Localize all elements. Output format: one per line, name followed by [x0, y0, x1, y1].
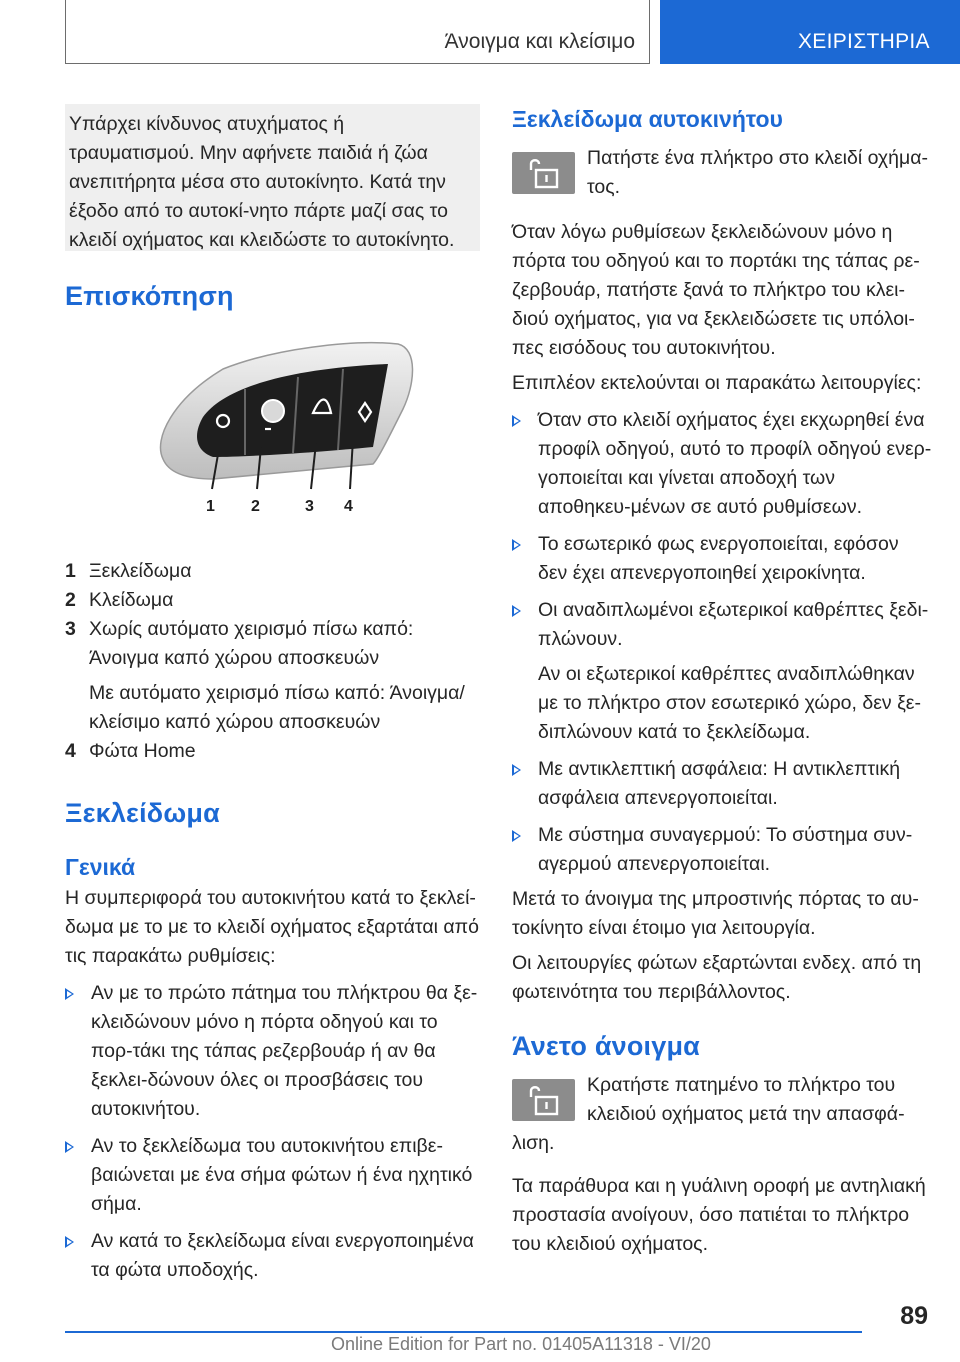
- figure-label-2: 2: [251, 498, 260, 515]
- item-text: Φώτα Home: [89, 740, 196, 762]
- item-text: Κλείδωμα: [89, 589, 174, 611]
- bullet-triangle-icon: [65, 988, 74, 1000]
- key-fob-illustration: [133, 339, 423, 519]
- item-text: Ξεκλείδωμα: [89, 560, 192, 582]
- footer-divider: [65, 1331, 862, 1333]
- header-title: Άνοιγμα και κλείσιμο: [444, 30, 635, 53]
- unlock-icon: [525, 1082, 563, 1118]
- bullet-triangle-icon: [512, 605, 521, 617]
- list-item: [65, 737, 480, 766]
- comfort-instruction-text: Κρατήστε πατημένο το πλήκτρο του κλειδιού οχήματος μετά την απασφά-λιση.: [512, 1074, 905, 1154]
- bullet-triangle-icon: [512, 415, 521, 427]
- general-intro: Η συμπεριφορά του αυτοκινήτου κατά το ξεκλεί-δωμα με το με το κλειδί οχήματος εξαρτάται από τις παρακάτω ρυθμίσεις:: [65, 887, 479, 967]
- header-tab[interactable]: [660, 0, 960, 64]
- car-unlock-para2: Επιπλέον εκτελούνται οι παρακάτω λειτουργίες:: [512, 372, 922, 394]
- item-number: 2: [65, 589, 76, 611]
- overview-list: [65, 557, 480, 766]
- item-text: Χωρίς αυτόματο χειρισμό πίσω καπό: Άνοιγμα καπό χώρου αποσκευών: [89, 618, 414, 669]
- item-subtext: Με αυτόματο χειρισμό πίσω καπό: Άνοιγμα/κλείσιμο καπό χώρου αποσκευών: [89, 682, 465, 733]
- bullet-triangle-icon: [65, 1141, 74, 1153]
- unlock-button-image: [512, 1079, 575, 1121]
- car-unlock-para1: Όταν λόγω ρυθμίσεων ξεκλειδώνουν μόνο η πόρτα του οδηγού και το πορτάκι της τάπας ρε-ζερβουάρ, πατήστε ξανά το πλήκτρο του κλει-διού οχήματος, για να ξεκλειδώσετε τις υπόλοι-πες εισόδους του αυτοκινήτου.: [512, 221, 920, 359]
- right-column: [512, 104, 932, 1259]
- comfort-open-heading: Άνετο άνοιγμα: [512, 1031, 700, 1061]
- list-item: [65, 1132, 480, 1219]
- item-number: 4: [65, 740, 76, 762]
- bullet-triangle-icon: [65, 1236, 74, 1248]
- list-item: [65, 615, 480, 737]
- list-item: [512, 821, 932, 879]
- unlock-instruction: [512, 144, 932, 204]
- bullet-text: Με σύστημα συναγερμού: Το σύστημα συν-αγερμού απενεργοποιείται.: [538, 824, 913, 875]
- header-tab-label: ΧΕΙΡΙΣΤΗΡΙΑ: [798, 30, 930, 53]
- footer-edition: Online Edition for Part no. 01405A11318 - VI/20: [331, 1334, 711, 1354]
- key-figure: [65, 339, 480, 539]
- car-unlock-para3: Μετά το άνοιγμα της μπροστινής πόρτας το αυ-τοκίνητο είναι έτοιμο για λειτουργία.: [512, 888, 919, 939]
- item-number: 3: [65, 618, 76, 640]
- warning-text: Υπάρχει κίνδυνος ατυχήματος ή τραυματισμού. Μην αφήνετε παιδιά ή ζώα ανεπιτήρητα μέσα στο αυτοκίνητο. Κατά την έξοδο από το αυτοκί-νητο πάρτε μαζί σας το κλειδί οχήματος και κλειδώστε το αυτοκίνητο.: [69, 113, 455, 251]
- item-number: 1: [65, 560, 76, 582]
- unlock-icon: [525, 155, 563, 191]
- bullet-subtext: Αν οι εξωτερικοί καθρέπτες αναδιπλώθηκαν με το πλήκτρο στον εσωτερικό χώρο, δεν ξε-διπλώνουν κατά το ξεκλείδωμα.: [538, 663, 921, 743]
- bullet-triangle-icon: [512, 764, 521, 776]
- bullet-triangle-icon: [512, 830, 521, 842]
- figure-label-4: 4: [344, 498, 353, 515]
- figure-label-1: 1: [206, 498, 215, 515]
- page-number: 89: [900, 1302, 928, 1330]
- warning-box: [65, 104, 480, 251]
- left-column: [65, 104, 480, 1285]
- list-item: [512, 755, 932, 813]
- list-item: [512, 596, 932, 747]
- bullet-text: Όταν στο κλειδί οχήματος έχει εκχωρηθεί ένα προφίλ οδηγού, αυτό το προφίλ οδηγού ενερ-γοποιείται και γίνεται αποδοχή των αποθηκευ-μένων σε αυτό ρυθμίσεων.: [538, 409, 932, 518]
- list-item: [65, 557, 480, 586]
- overview-heading: Επισκόπηση: [65, 281, 234, 311]
- unlock-instruction-text: Πατήστε ένα πλήκτρο στο κλειδί οχήμα-τος.: [587, 147, 929, 198]
- list-item: [512, 530, 932, 588]
- comfort-open-para: Τα παράθυρα και η γυάλινη οροφή με αντηλιακή προστασία ανοίγουν, όσο πατιέται το πλήκτρο του κλειδιού οχήματος.: [512, 1175, 926, 1255]
- bullet-text: Οι αναδιπλωμένοι εξωτερικοί καθρέπτες ξεδι-πλώνουν.: [538, 599, 929, 650]
- bullet-triangle-icon: [512, 539, 521, 551]
- car-unlock-para4: Οι λειτουργίες φώτων εξαρτώνται ενδεχ. από τη φωτεινότητα του περιβάλλοντος.: [512, 952, 922, 1003]
- general-subheading: Γενικά: [65, 854, 136, 880]
- bullet-text: Αν κατά το ξεκλείδωμα είναι ενεργοποιημένα τα φώτα υποδοχής.: [91, 1230, 474, 1281]
- bullet-text: Αν το ξεκλείδωμα του αυτοκινήτου επιβε-βαιώνεται με ένα σήμα φώτων ή ένα ηχητικό σήμα.: [91, 1135, 473, 1215]
- unlock-button-image: [512, 152, 575, 194]
- bullet-text: Με αντικλεπτική ασφάλεια: Η αντικλεπτική ασφάλεια απενεργοποιείται.: [538, 758, 901, 809]
- list-item: [65, 1227, 480, 1285]
- car-unlock-heading: Ξεκλείδωμα αυτοκινήτου: [512, 106, 783, 132]
- bullet-text: Το εσωτερικό φως ενεργοποιείται, εφόσον δεν έχει απενεργοποιηθεί χειροκίνητα.: [538, 533, 899, 584]
- list-item: [512, 406, 932, 522]
- header-title-box: [65, 0, 650, 64]
- unlocking-heading: Ξεκλείδωμα: [65, 798, 220, 828]
- list-item: [65, 586, 480, 615]
- bullet-text: Αν με το πρώτο πάτημα του πλήκτρου θα ξε-κλειδώνουν μόνο η πόρτα οδηγού και το πορ-τάκι της τάπας ρεζερβουάρ ή αν θα ξεκλει-δώνουν όλες οι προσβάσεις του αυτοκινήτου.: [91, 982, 478, 1120]
- list-item: [65, 979, 480, 1124]
- figure-label-3: 3: [305, 498, 314, 515]
- comfort-instruction: [512, 1071, 932, 1158]
